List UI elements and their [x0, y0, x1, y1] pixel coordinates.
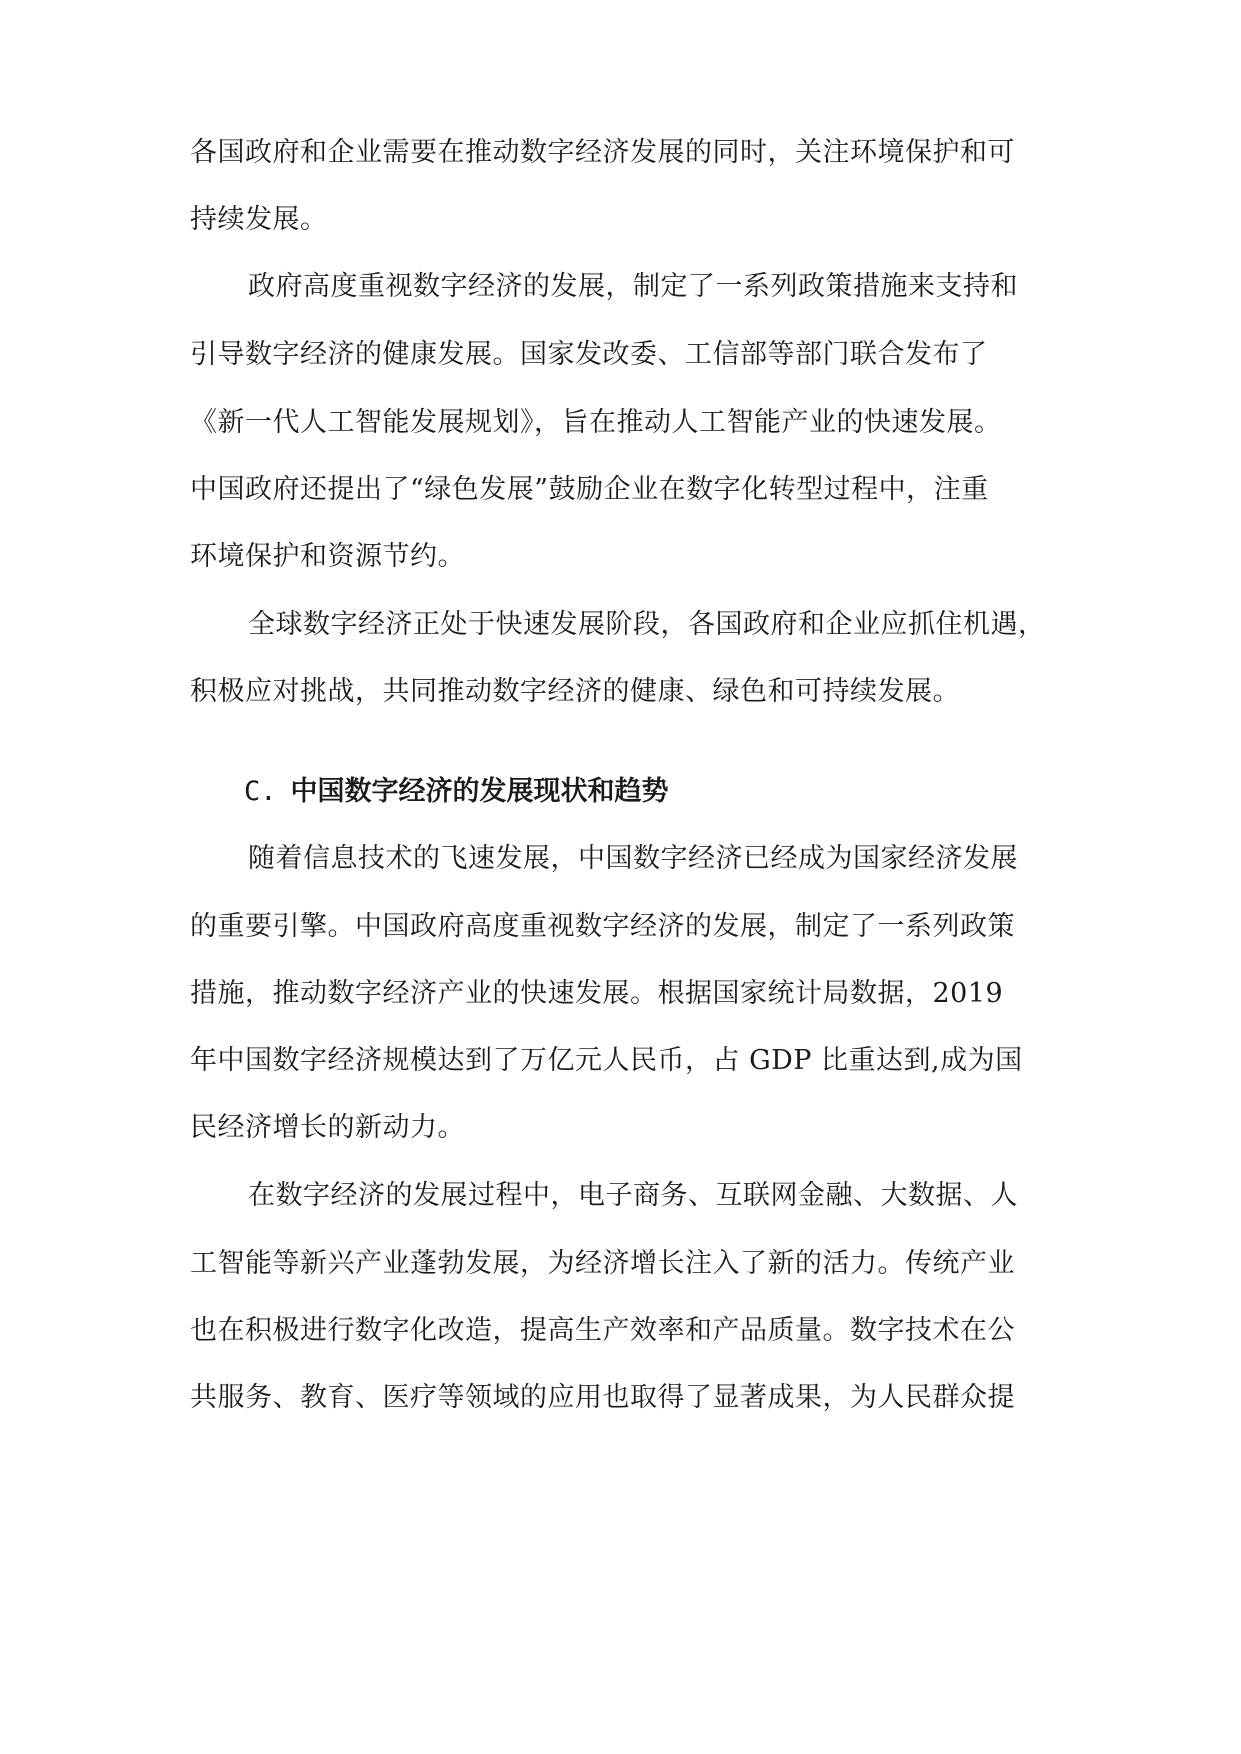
paragraph-2-line-3: 《新一代人工智能发展规划》，旨在推动人工智能产业的快速发展。: [190, 407, 1002, 438]
paragraph-4-line-5: 民经济增长的新动力。: [190, 1112, 465, 1143]
section-heading: [244, 772, 669, 812]
paragraph-2-line-2: 引导数字经济的健康发展。国家发改委、工信部等部门联合发布了: [190, 339, 988, 370]
paragraph-3-line-2: 积极应对挑战，共同推动数字经济的健康、绿色和可持续发展。: [190, 676, 960, 707]
paragraph-3-line-1: 全球数字经济正处于快速发展阶段，各国政府和企业应抓住机遇，: [248, 609, 1046, 640]
section-title: 中国数字经济的发展现状和趋势: [290, 776, 669, 807]
paragraph-1-line-2: 持续发展。: [190, 204, 328, 235]
section-number: C.: [244, 776, 277, 807]
paragraph-2-line-4: 中国政府还提出了“绿色发展”鼓励企业在数字化转型过程中，注重: [190, 474, 989, 505]
paragraph-4-line-1: 随着信息技术的飞速发展，中国数字经济已经成为国家经济发展: [248, 843, 1018, 874]
paragraph-4-line-2: 的重要引擎。中国政府高度重视数字经济的发展，制定了一系列政策: [190, 911, 1015, 942]
paragraph-4-line-3: 措施，推动数字经济产业的快速发展。根据国家统计局数据，2019: [190, 978, 1004, 1009]
paragraph-5-line-3: 也在积极进行数字化改造，提高生产效率和产品质量。数字技术在公: [190, 1315, 1015, 1346]
paragraph-2-line-5: 环境保护和资源节约。: [190, 541, 465, 572]
paragraph-5-line-2: 工智能等新兴产业蓬勃发展，为经济增长注入了新的活力。传统产业: [190, 1248, 1015, 1279]
paragraph-5-line-4: 共服务、教育、医疗等领域的应用也取得了显著成果，为人民群众提: [190, 1382, 1015, 1413]
paragraph-1-line-1: 各国政府和企业需要在推动数字经济发展的同时，关注环境保护和可: [190, 137, 1015, 168]
paragraph-5-line-1: 在数字经济的发展过程中，电子商务、互联网金融、大数据、人: [248, 1180, 1018, 1211]
paragraph-2-line-1: 政府高度重视数字经济的发展，制定了一系列政策措施来支持和: [248, 271, 1018, 302]
paragraph-4-line-4: 年中国数字经济规模达到了万亿元人民币，占 GDP 比重达到,成为国: [190, 1045, 1023, 1076]
